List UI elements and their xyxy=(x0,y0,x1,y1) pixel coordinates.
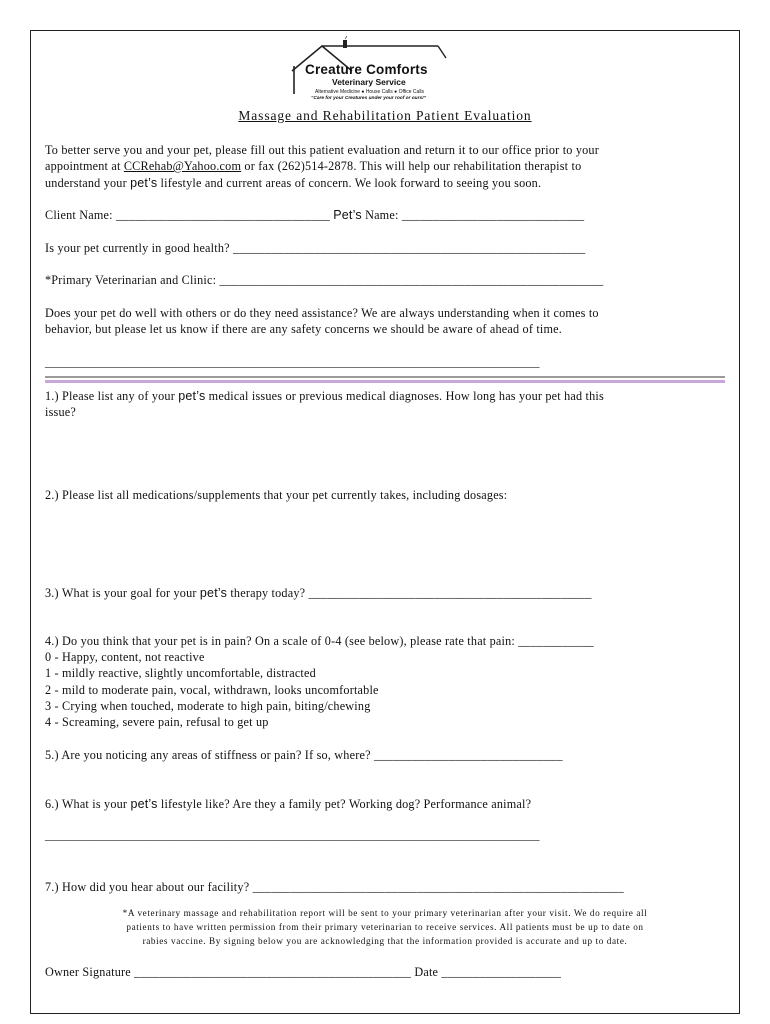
q3-row: 3.) What is your goal for your pet’s therapy today? _____________________________________________ xyxy=(45,586,592,600)
brand-name: Creature Comforts xyxy=(305,62,428,77)
pet-name-field[interactable]: _____________________________ xyxy=(401,208,585,222)
vet-row xyxy=(45,272,603,289)
date-field[interactable]: ___________________ xyxy=(441,965,562,979)
vet-label: *Primary Veterinarian and Clinic: xyxy=(45,273,217,287)
health-label: Is your pet currently in good health? xyxy=(45,241,230,255)
q4-row: 4.) Do you think that your pet is in pain? On a scale of 0-4 (see below), please rate that pain: ____________ xyxy=(45,634,594,648)
pain-scale-3: 3 - Crying when touched, moderate to high pain, biting/chewing xyxy=(45,699,371,713)
logo xyxy=(288,36,463,104)
q7-row: 7.) How did you hear about our facility? ___________________________________________________________ xyxy=(45,880,624,894)
owner-signature-field[interactable]: ____________________________________________ xyxy=(134,965,412,979)
brand-services: Alternative Medicine ● House Calls ● Office Calls xyxy=(315,89,425,95)
pain-scale-0: 0 - Happy, content, not reactive xyxy=(45,650,205,664)
q4-pain-rating-field[interactable]: ____________ xyxy=(518,634,594,648)
q1-line-2: issue? xyxy=(45,405,76,419)
page-title: Massage and Rehabilitation Patient Evaluation xyxy=(238,108,532,123)
q1-line-1: 1.) Please list any of your pet’s medical issues or previous medical diagnoses. How long has your pet had this xyxy=(45,389,604,403)
signature-row xyxy=(45,964,561,981)
q6-row: 6.) What is your pet’s lifestyle like? Are they a family pet? Working dog? Performance animal? xyxy=(45,797,532,811)
q6-field[interactable]: ______________________________________________________________________________________ xyxy=(45,830,540,842)
owner-signature-label: Owner Signature xyxy=(45,965,131,979)
email-link[interactable]: CCRehab@Yahoo.com xyxy=(123,159,242,173)
q5-row: 5.) Are you noticing any areas of stiffness or pain? If so, where? ______________________________ xyxy=(45,748,563,762)
intro-line-1: To better serve you and your pet, please fill out this patient evaluation and return it to our office prior to your xyxy=(45,143,599,157)
behavior-field[interactable]: ______________________________________________________________________________________ xyxy=(45,357,540,369)
health-row xyxy=(45,240,585,257)
intro-line-2: appointment at CCRehab@Yahoo.com or fax (262)514-2878. This will help our rehabilitation therapist to xyxy=(45,159,582,173)
q2-text: 2.) Please list all medications/supplements that your pet currently takes, including dosages: xyxy=(45,488,508,502)
health-field[interactable]: ________________________________________________________ xyxy=(233,241,586,255)
disclaimer-note: *A veterinary massage and rehabilitation report will be sent to your primary veterinarian after your visit. We do require all patients to have written permission from their primary veterinarian to receive services. All patients must be up to date on rabies vaccine. By signing below you are acknowledging that the information provided is accurate and up to date. xyxy=(122,908,648,946)
brand-subtitle: Veterinary Service xyxy=(332,77,406,87)
pain-scale-1: 1 - mildly reactive, slightly uncomfortable, distracted xyxy=(45,666,316,680)
pet-name-label: Name: xyxy=(365,208,399,222)
client-name-row: Client Name: __________________________________ Pet’s Name: _____________________________ xyxy=(45,208,585,222)
behavior-line-1: Does your pet do well with others or do they need assistance? We are always understanding when it comes to xyxy=(45,306,599,320)
divider-gray xyxy=(45,376,725,378)
q5-field[interactable]: ______________________________ xyxy=(373,748,563,762)
q3-field[interactable]: _____________________________________________ xyxy=(308,586,592,600)
divider-purple xyxy=(45,380,725,383)
q2-answer-area[interactable] xyxy=(45,505,725,580)
client-name-label: Client Name: xyxy=(45,208,113,222)
pain-scale-4: 4 - Screaming, severe pain, refusal to get up xyxy=(45,715,269,729)
behavior-line-2: behavior, but please let us know if there are any safety concerns we should be aware of ahead of time. xyxy=(45,322,563,336)
q7-field[interactable]: ___________________________________________________________ xyxy=(252,880,624,894)
brand-tagline: “Care for your Creatures under your roof or ours!” xyxy=(311,96,427,101)
client-name-field[interactable]: __________________________________ xyxy=(115,208,330,222)
vet-field[interactable]: _____________________________________________________________ xyxy=(219,273,604,287)
q1-answer-area[interactable] xyxy=(45,420,725,482)
pain-scale-2: 2 - mild to moderate pain, vocal, withdrawn, looks uncomfortable xyxy=(45,683,379,697)
date-label: Date xyxy=(414,965,439,979)
intro-line-3: understand your pet’s lifestyle and current areas of concern. We look forward to seeing you soon. xyxy=(45,176,542,190)
